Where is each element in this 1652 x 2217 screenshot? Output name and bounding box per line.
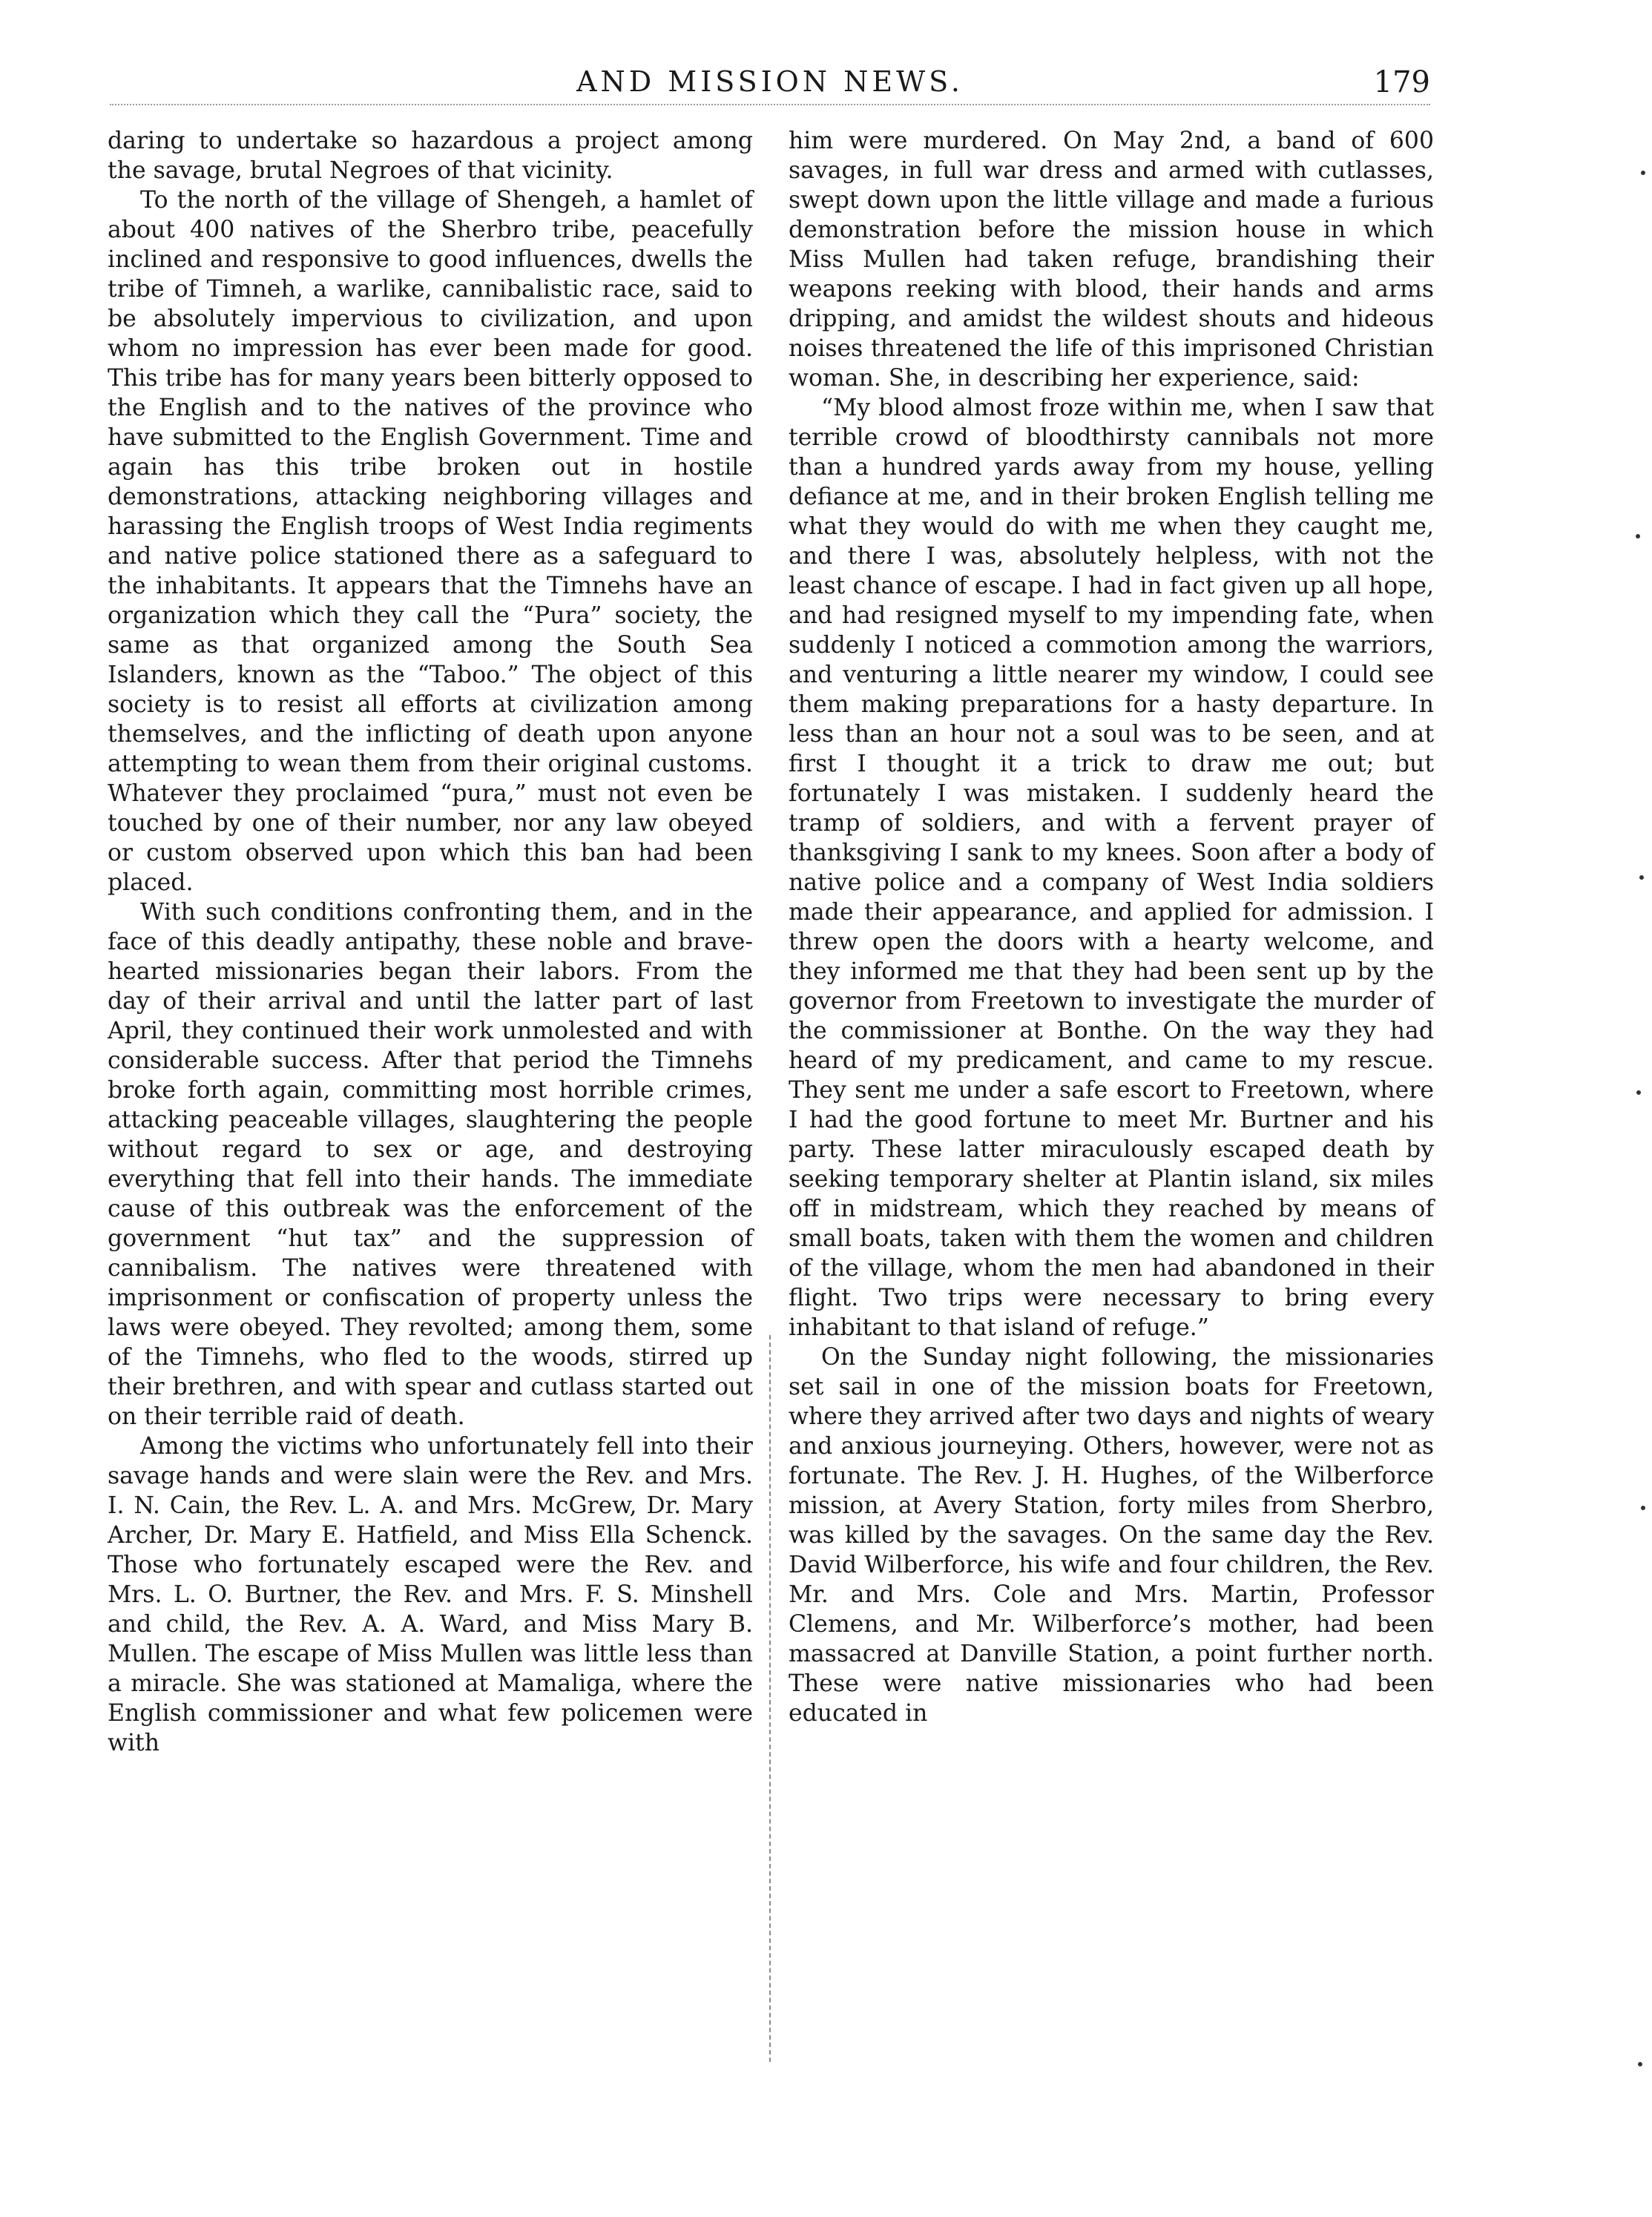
header-rule [110, 104, 1430, 105]
scan-speck [1636, 534, 1640, 538]
paragraph: On the Sunday night following, the missionaries set sail in one of the mission boats for Freetown, where they arrived after two days and nights of weary and anxious journeying. Others, however, were not as fortunate. The Rev. J. H. Hughes, of the Wilberforce mission, at Avery Station, forty miles from Sherbro, was killed by the savages. On the same day the Rev. David Wilberforce, his wife and four children, the Rev. Mr. and Mrs. Cole and Mrs. Martin, Professor Clemens, and Mr. Wilberforce’s mother, had been massacred at Danville Station, a point further north. These were native missionaries who had been educated in [789, 1344, 1434, 1727]
scan-speck [1641, 171, 1645, 175]
paragraph: “My blood almost froze within me, when I saw that terrible crowd of bloodthirsty cannibals not more than a hundred yards away from my house, yelling defiance at me, and in their broken English telling me what they would do with me when they caught me, and there I was, absolutely helpless, with not the least chance of escape. I had in fact given up all hope, and had resigned myself to my impending fate, when suddenly I noticed a commotion among the warriors, and venturing a little nearer my window, I could see them making preparations for a hasty departure. In less than an hour not a soul was to be seen, and at first I thought it a trick to draw me out; but fortunately I was mistaken. I suddenly heard the tramp of soldiers, and with a fervent prayer of thanksgiving I sank to my knees. Soon after a body of native police and a company of West India soldiers made their appearance, and applied for admission. I threw open the doors with a hearty welcome, and they informed me that they had been sent up by the governor from Freetown to investigate the murder of the commissioner at Bonthe. On the way they had heard of my predicament, and came to my rescue. They sent me under a safe escort to Freetown, where I had the good fortune to meet Mr. Burtner and his party. These latter miraculously escaped death by seeking temporary shelter at Plantin island, six miles off in midstream, which they reached by means of small boats, taken with them the women and children of the village, whom the men had abandoned in their flight. Two trips were necessary to bring every inhabitant to that island of refuge.” [789, 395, 1434, 1341]
scan-speck [1636, 1090, 1641, 1095]
column-divider [769, 1335, 771, 2062]
scan-speck [1639, 875, 1644, 880]
paragraph: To the north of the village of Shengeh, a hamlet of about 400 natives of the Sherbro tribe, peacefully inclined and responsive to good influences, dwells the tribe of Timneh, a warlike, cannibalistic race, said to be absolutely impervious to civilization, and upon whom no impression has ever been made for good. This tribe has for many years been bitterly opposed to the English and to the natives of the province who have submitted to the English Government. Time and again has this tribe broken out in hostile demonstrations, attacking neighboring villages and harassing the English troops of West India regiments and native police stationed there as a safeguard to the inhabitants. It appears that the Timnehs have an organization which they call the “Pura” society, the same as that organized among the South Sea Islanders, known as the “Taboo.” The object of this society is to resist all efforts at civilization among themselves, and the inflicting of death upon anyone attempting to wean them from their original customs. Whatever they proclaimed “pura,” must not even be touched by one of their number, nor any law obeyed or custom observed upon which this ban had been placed. [108, 187, 753, 896]
running-head: AND MISSION NEWS. [576, 65, 964, 98]
paragraph: him were murdered. On May 2nd, a band of 600 savages, in full war dress and armed with cutlasses, swept down upon the little village and made a furious demonstration before the mission house in which Miss Mullen had taken refuge, brandishing their weapons reeking with blood, their hands and arms dripping, and amidst the wildest shouts and hideous noises threatened the life of this imprisoned Christian woman. She, in describing her experience, said: [789, 128, 1434, 392]
paragraph: daring to undertake so hazardous a project among the savage, brutal Negroes of that vicinity. [108, 128, 753, 184]
scan-speck [1638, 2062, 1642, 2066]
right-column [789, 126, 1434, 1728]
paragraph: Among the victims who unfortunately fell into their savage hands and were slain were the Rev. and Mrs. I. N. Cain, the Rev. L. A. and Mrs. McGrew, Dr. Mary Archer, Dr. Mary E. Hatfield, and Miss Ella Schenck. Those who fortunately escaped were the Rev. and Mrs. L. O. Burtner, the Rev. and Mrs. F. S. Minshell and child, the Rev. A. A. Ward, and Miss Mary B. Mullen. The escape of Miss Mullen was little less than a miracle. She was stationed at Mamaliga, where the English commissioner and what few policemen were with [108, 1433, 753, 1756]
scan-speck [1641, 1506, 1645, 1510]
left-column [108, 126, 753, 1758]
paragraph: With such conditions confronting them, and in the face of this deadly antipathy, these noble and brave-hearted missionaries began their labors. From the day of their arrival and until the latter part of last April, they continued their work unmolested and with considerable success. After that period the Timnehs broke forth again, committing most horrible crimes, attacking peaceable villages, slaughtering the people without regard to sex or age, and destroying everything that fell into their hands. The immediate cause of this outbreak was the enforcement of the government “hut tax” and the suppression of cannibalism. The natives were threatened with imprisonment or confiscation of property unless the laws were obeyed. They revolted; among them, some of the Timnehs, who fled to the woods, stirred up their brethren, and with spear and cutlass started out on their terrible raid of death. [108, 899, 753, 1430]
page-header [110, 65, 1430, 110]
page-number: 179 [1373, 65, 1430, 99]
